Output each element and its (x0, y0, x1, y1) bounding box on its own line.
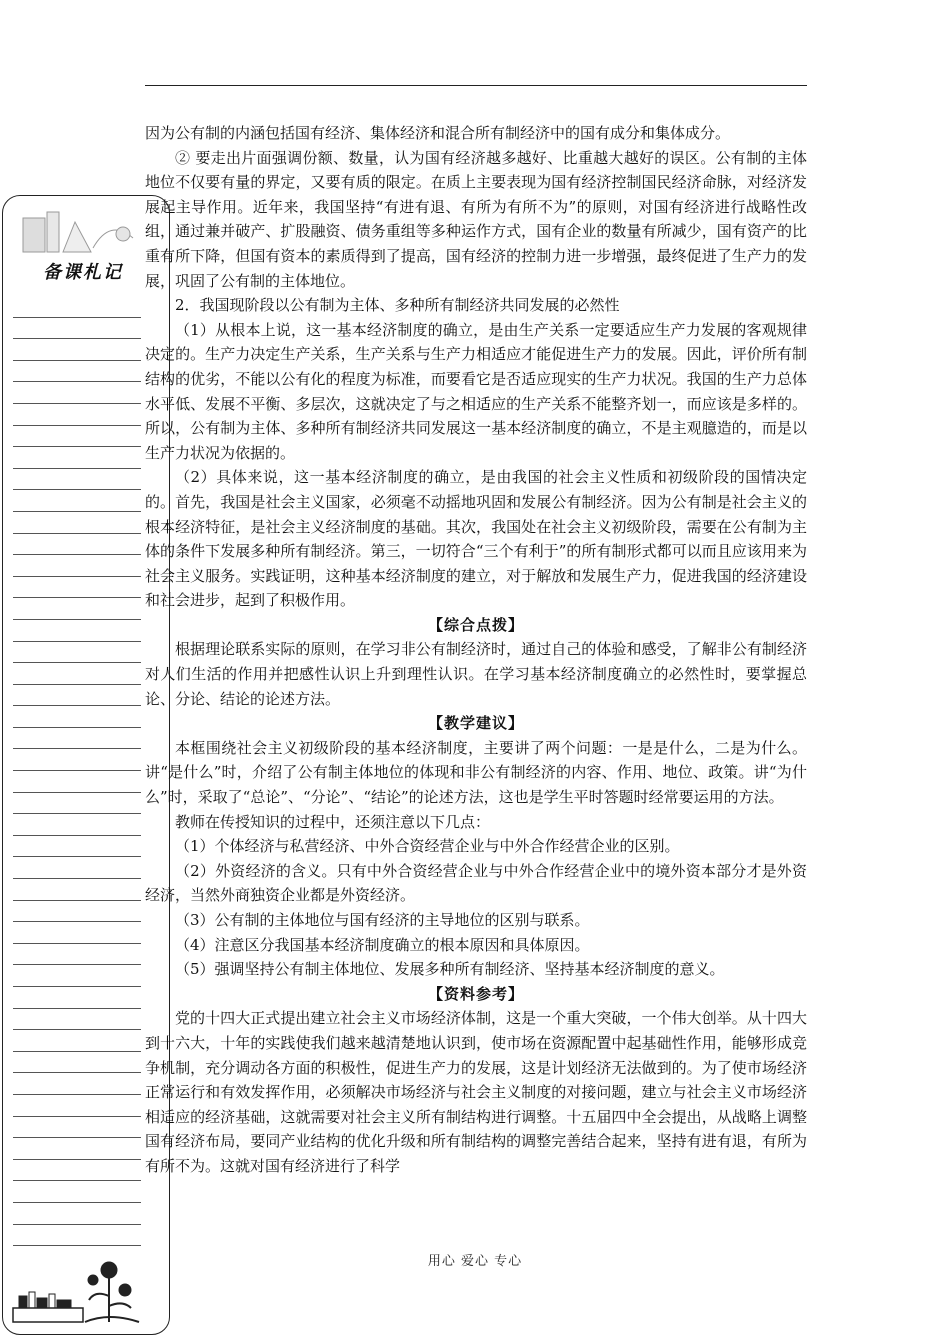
note-line (13, 922, 141, 944)
body-paragraph: 根据理论联系实际的原则，在学习非公有制经济时，通过自己的体验和感受，了解非公有制经济对人们生活的作用并把感性认识上升到理性认识。在学习基本经济制度确立的必然性时，要掌握总论、分论、结论的论述方法。 (145, 640, 807, 708)
books-decoration-icon (15, 208, 145, 258)
note-line (13, 814, 141, 836)
note-line (13, 555, 141, 577)
note-line (13, 1160, 141, 1182)
note-line (13, 577, 141, 599)
body-paragraph: （1）个体经济与私营经济、中外合资经营企业与中外合作经营企业的区别。 (175, 837, 680, 856)
note-line (13, 706, 141, 728)
note-line (13, 1073, 141, 1095)
note-line (13, 728, 141, 750)
note-line (13, 382, 141, 404)
note-line (13, 1030, 141, 1052)
page-footer: 用心 爱心 专心 (427, 1254, 523, 1269)
section-heading: 【资料参考】 (427, 984, 524, 1003)
note-line (13, 404, 141, 426)
note-line (13, 1203, 141, 1225)
note-line (13, 771, 141, 793)
body-paragraph: 本框围绕社会主义初级阶段的基本经济制度，主要讲了两个问题：一是是什么，二是为什么。讲“是什么”时，介绍了公有制主体地位的体现和非公有制经济的内容、作用、地位、政策。讲“为什么”时，采取了“总论”、“分论”、“结论”的论述方法，这也是学生平时答题时经常要运用的方法。 (145, 738, 807, 807)
note-line (13, 1225, 141, 1247)
body-paragraph: 因为公有制的内涵包括国有经济、集体经济和混合所有制经济中的国有成分和集体成分。 (145, 124, 731, 142)
note-lines (13, 296, 141, 1246)
header-rule (145, 85, 807, 86)
note-line (13, 534, 141, 556)
note-line (13, 361, 141, 383)
note-line (13, 1052, 141, 1074)
note-line (13, 1138, 141, 1160)
body-paragraph: （5）强调坚持公有制主体地位、发展多种所有制经济、坚持基本经济制度的意义。 (175, 960, 725, 979)
note-line (13, 620, 141, 642)
note-line (13, 1095, 141, 1117)
body-paragraph: （3）公有制的主体地位与国有经济的主导地位的区别与联系。 (175, 911, 590, 929)
note-line (13, 490, 141, 512)
note-line (13, 685, 141, 707)
note-line (13, 296, 141, 318)
sidebar-title: 备课札记 (43, 262, 123, 283)
body-paragraph: 教师在传授知识的过程中，还须注意以下几点： (175, 812, 491, 831)
body-paragraph: （2）外资经济的含义。只有中外合资经营企业与中外合作经营企业中的境外资本部分才是外资经济，当然外商独资企业都是外资经济。 (145, 861, 807, 905)
note-line (13, 793, 141, 815)
note-line (13, 426, 141, 448)
body-paragraph: 2．我国现阶段以公有制为主体、多种所有制经济共同发展的必然性 (175, 296, 620, 315)
note-line (13, 987, 141, 1009)
note-line (13, 857, 141, 879)
body-paragraph: 党的十四大正式提出建立社会主义市场经济体制，这是一个重大突破，一个伟大创举。从十四大到十六大，十年的实践使我们越来越清楚地认识到，使市场在资源配置中起基础性作用，能够形成竞争机制，充分调动各方面的积极性，促进生产力的发展，这是计划经济无法做到的。为了使市场经济正常运行和有效发挥作用，必须解决市场经济与社会主义制度的对接问题，建立与社会主义市场经济相适应的经济基础，这就需要对社会主义所有制结构进行调整。十五届四中全会提出，从战略上调整国有经济布局，要同产业结构的优化升级和所有制结构的调整完善结合起来，坚持有进有退，有所为有所不为。这就对国有经济进行了科学 (145, 1009, 807, 1175)
body-paragraph: ② 要走出片面强调份额、数量，认为国有经济越多越好、比重越大越好的误区。公有制的主体地位不仅要有量的界定，又要有质的限定。在质上主要表现为国有经济控制国民经济命脉，对经济发展起主导作用。近年来，我国坚持“有进有退、有所为有所不为”的原则，对国有经济进行战略性改组，通过兼并破产、扩股融资、债务重组等多种运作方式，国有企业的数量有所减少，国有资产的比重有所下降，但国有资本的素质得到了提高，国有经济的控制力进一步增强，最终促进了生产力的发展，巩固了公有制的主体地位。 (145, 148, 807, 290)
section-heading: 【综合点拨】 (427, 615, 524, 634)
note-line (13, 447, 141, 469)
note-line (13, 1181, 141, 1203)
note-line (13, 1117, 141, 1139)
note-line (13, 512, 141, 534)
note-line (13, 663, 141, 685)
note-line (13, 944, 141, 966)
document-body (145, 121, 807, 1179)
note-line (13, 749, 141, 771)
body-paragraph: （2）具体来说，这一基本经济制度的确立，是由我国的社会主义性质和初级阶段的国情决定的。首先，我国是社会主义国家，必须毫不动摇地巩固和发展公有制经济。因为公有制是社会主义的根本经济特征，是社会主义经济制度的基础。其次，我国处在社会主义初级阶段，需要在公有制为主体的条件下发展多种所有制经济。第三，一切符合“三个有利于”的所有制形式都可以而且应该用来为社会主义服务。实践证明，这种基本经济制度的建立，对于解放和发展生产力，促进我国的经济建设和社会进步，起到了积极作用。 (145, 468, 807, 610)
note-line (13, 469, 141, 491)
body-paragraph: （4）注意区分我国基本经济制度确立的根本原因和具体原因。 (175, 935, 590, 954)
note-line (13, 642, 141, 664)
note-line (13, 901, 141, 923)
body-paragraph: （1）从根本上说，这一基本经济制度的确立，是由生产关系一定要适应生产力发展的客观规律决定的。生产力决定生产关系，生产关系与生产力相适应才能促进生产力的发展。因此，评价所有制结构的优劣，不能以公有化的程度为标准，而要看它是否适应现实的生产力状况。我国的生产力总体水平低、发展不平衡、多层次，这就决定了与之相适应的生产关系不能整齐划一，而应该是多样的。所以，公有制为主体、多种所有制经济共同发展这一基本经济制度的确立，不是主观臆造的，而是以生产力状况为依据的。 (145, 320, 807, 462)
note-line (13, 339, 141, 361)
note-line (13, 965, 141, 987)
note-line (13, 1009, 141, 1031)
section-heading: 【教学建议】 (427, 714, 524, 733)
note-line (13, 836, 141, 858)
note-line (13, 598, 141, 620)
note-line (13, 879, 141, 901)
note-line (13, 318, 141, 340)
